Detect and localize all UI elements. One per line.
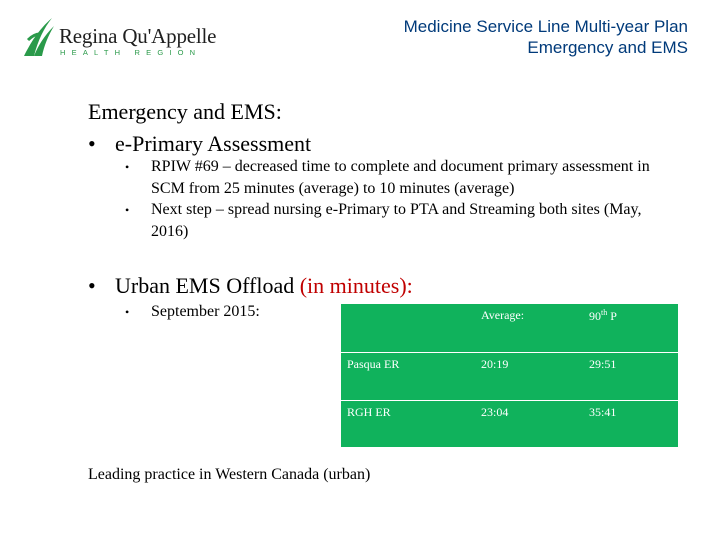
sub-bullet-marker: • <box>125 305 130 319</box>
table-row-site: RGH ER <box>341 400 475 447</box>
sub-bullet-marker: • <box>125 160 130 174</box>
table-row-p90: 35:41 <box>583 400 678 447</box>
slide-title-line2: Emergency and EMS <box>527 38 688 57</box>
bullet-label <box>115 273 413 299</box>
sub-bullet-marker: • <box>125 203 130 217</box>
table-row-average: 23:04 <box>475 400 583 447</box>
bullet-marker: • <box>88 131 96 156</box>
bullet-label: e-Primary Assessment <box>115 131 312 156</box>
slide-title-line1: Medicine Service Line Multi-year Plan <box>403 17 688 36</box>
sub-bullet-text: RPIW #69 – decreased time to complete and document primary assessment in SCM from 25 minutes (average) to 10 minutes (average) <box>151 158 650 197</box>
section-heading: Emergency and EMS: <box>88 99 282 124</box>
logo-swoosh-icon <box>22 16 58 60</box>
slide-title <box>404 16 688 58</box>
table-row-p90: 29:51 <box>583 352 678 400</box>
logo-name: Regina Qu'Appelle <box>59 24 217 48</box>
bullet-marker: • <box>88 273 96 298</box>
table-header-cell-90th <box>583 304 678 352</box>
bullet-label-plain: Urban EMS Offload <box>115 273 295 298</box>
offload-table <box>341 304 678 447</box>
col3-suffix: P <box>607 309 617 323</box>
table-header-cell <box>341 304 475 352</box>
sub-bullet-text: Next step – spread nursing e-Primary to PTA and Streaming both sites (May, 2016) <box>151 201 642 240</box>
bullet-label-unit: (in minutes): <box>299 273 413 298</box>
col3-sup: th <box>601 308 608 317</box>
table-header-cell-average: Average: <box>475 304 583 352</box>
regina-quappelle-logo <box>22 16 232 64</box>
table-row-average: 20:19 <box>475 352 583 400</box>
table-row-site: Pasqua ER <box>341 352 475 400</box>
logo-subtitle: HEALTH REGION <box>60 48 202 57</box>
footer-note: Leading practice in Western Canada (urban) <box>88 466 371 483</box>
col3-base: 90 <box>589 309 601 323</box>
period-label: September 2015: <box>151 303 260 320</box>
